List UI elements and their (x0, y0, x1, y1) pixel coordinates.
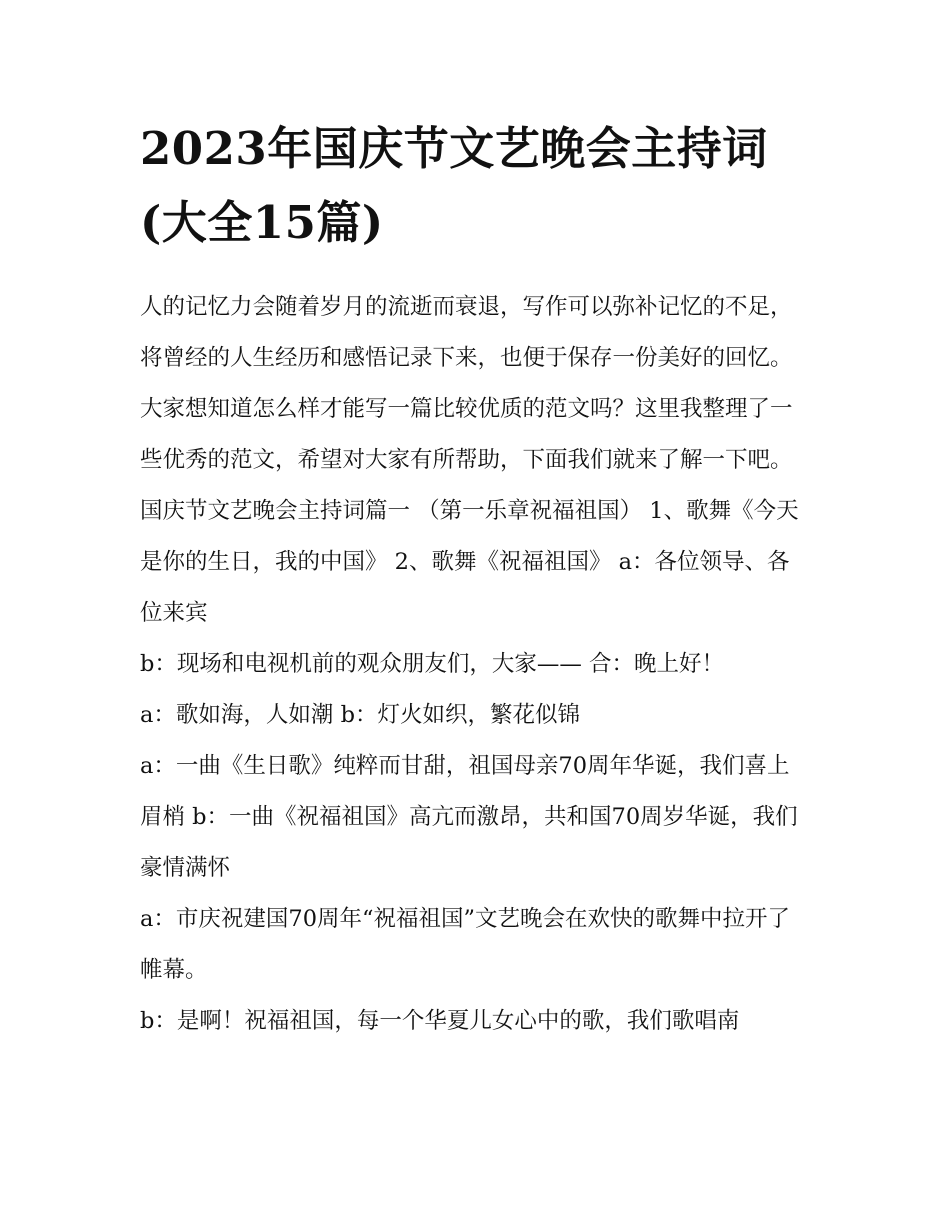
dialogue-line: a：歌如海，人如潮 b：灯火如织，繁花似锦 (140, 702, 580, 728)
dialogue-line: b：现场和电视机前的观众朋友们，大家—— 合：晚上好！ (140, 651, 725, 677)
program-paragraph: 国庆节文艺晚会主持词篇一 （第一乐章祝福祖国） 1、歌舞《今天是你的生日，我的中国》 2、歌舞《祝福祖国》 a：各位领导、各位来宾 (140, 498, 799, 626)
dialogue-line: a：市庆祝建国70周年“祝福祖国”文艺晚会在欢快的歌舞中拉开了帷幕。 (140, 906, 791, 983)
document-body (140, 112, 812, 1047)
dialogue-line: b：是啊！祝福祖国，每一个华夏儿女心中的歌，我们歌唱南 (140, 1008, 740, 1034)
dialogue-line: a：一曲《生日歌》纯粹而甘甜，祖国母亲70周年华诞，我们喜上眉梢 b：一曲《祝福祖国》高亢而激昂，共和国70周岁华诞，我们豪情满怀 (140, 753, 798, 881)
intro-paragraph: 人的记忆力会随着岁月的流逝而衰退，写作可以弥补记忆的不足，将曾经的人生经历和感悟记录下来，也便于保存一份美好的回忆。大家想知道怎么样才能写一篇比较优质的范文吗？这里我整理了一些优秀的范文，希望对大家有所帮助，下面我们就来了解一下吧。 (140, 294, 793, 473)
document-title: 2023年国庆节文艺晚会主持词(大全15篇) (140, 122, 768, 249)
